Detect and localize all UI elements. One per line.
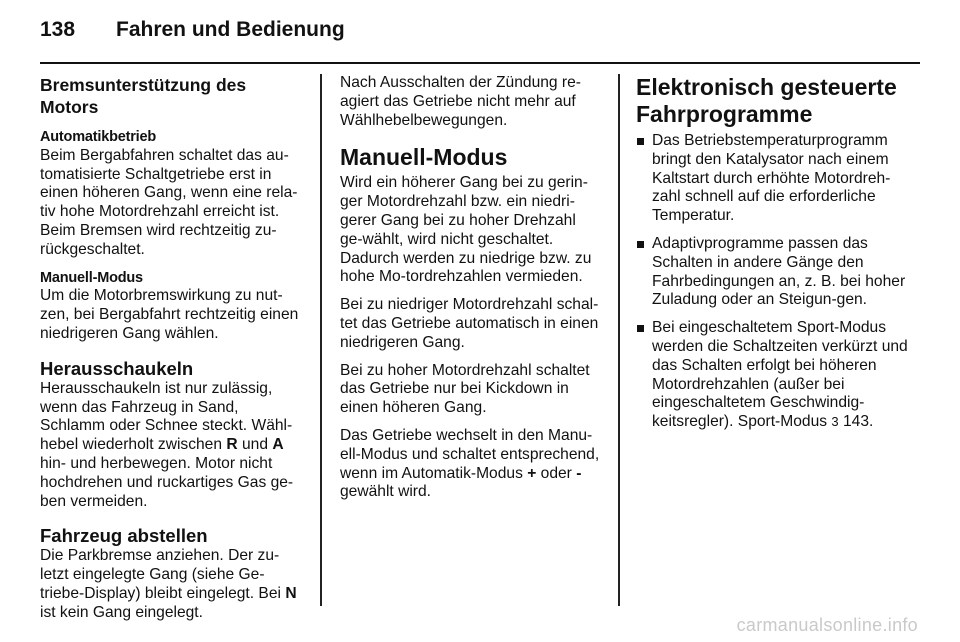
subheading-manual: Manuell-Modus	[40, 269, 143, 286]
plus-symbol: +	[527, 464, 537, 482]
page-title: Fahren und Bedienung	[116, 18, 345, 41]
paragraph-automatic: Beim Bergabfahren schaltet das au-tomatisierte Schaltgetriebe erst in einen höheren Gang, wenn eine rela-tiv hohe Motordrehzahl erreicht ist. Beim Bremsen wird rechtzeitig zu-rückgeschaltet.	[40, 146, 298, 258]
section-heading-drive-programs: Elektronisch gesteuerte Fahrprogramme	[636, 74, 897, 127]
bullet-square-icon	[637, 241, 644, 248]
paragraph-manual-2: Bei zu niedriger Motordrehzahl schal-tet das Getriebe automatisch in einen niedrigeren Gang.	[340, 296, 599, 351]
gear-r-label: R	[226, 436, 238, 454]
page-reference[interactable]: 143.	[838, 413, 874, 431]
list-item: Bei eingeschaltetem Sport-Modus werden die Schaltzeiten verkürzt und das Schalten erfolgt bei höheren Motordrehzahlen (außer bei eingeschaltetem Geschwindig-keitsregler). Sport-Modus 3 143.	[636, 319, 908, 432]
paragraph-ignition-off: Nach Ausschalten der Zündung re-agiert das Getriebe nicht mehr auf Wählhebelbewegungen.	[340, 74, 581, 129]
column-2	[340, 74, 602, 511]
section-heading-rocking: Herausschaukeln	[40, 357, 194, 379]
paragraph-manual-4: Das Getriebe wechselt in den Manu-ell-Modus und schaltet entsprechend, wenn im Automatik-Modus + oder - gewählt wird.	[340, 426, 600, 501]
drive-programs-list	[636, 132, 908, 432]
list-item: Das Betriebstemperaturprogramm bringt den Katalysator nach einem Kaltstart durch erhöhte Motordreh-zahl schnell auf die erforderliche Temperatur.	[636, 132, 908, 226]
header-rule	[40, 62, 920, 64]
paragraph-manual-3: Bei zu hoher Motordrehzahl schaltet das Getriebe nur bei Kickdown in einen höheren Gang.	[340, 361, 590, 417]
column-3	[636, 74, 908, 441]
page-header	[40, 18, 920, 48]
paragraph-manual: Um die Motorbremswirkung zu nut-zen, bei Bergabfahrt rechtzeitig einen niedrigeren Gang wählen.	[40, 287, 299, 342]
column-divider-2	[618, 74, 620, 606]
list-item: Adaptivprogramme passen das Schalten in andere Gänge den Fahrbedingungen an, z. B. bei hoher Zuladung oder an Steigun-gen.	[636, 235, 908, 310]
bullet-square-icon	[637, 325, 644, 332]
bullet-square-icon	[637, 138, 644, 145]
paragraph-manual-1: Wird ein höherer Gang bei zu gerin-ger Motordrehzahl bzw. ein niedri-gerer Gang bei zu hoher Drehzahl ge-wählt, wird nicht geschaltet. Dadurch werden zu niedrige bzw. zu hohe Mo-tordrehzahlen vermieden.	[340, 174, 592, 286]
gear-a-label: A	[272, 436, 284, 454]
section-heading-manual-mode: Manuell-Modus	[340, 144, 508, 171]
section-heading-parking: Fahrzeug abstellen	[40, 525, 208, 547]
watermark: carmanualsonline.info	[736, 615, 918, 635]
minus-symbol: -	[576, 464, 582, 482]
page-reference-arrow-icon: 3	[831, 414, 839, 430]
column-1	[40, 74, 302, 632]
paragraph-rocking: Herausschaukeln ist nur zulässig, wenn das Fahrzeug in Sand, Schlamm oder Schnee steckt. Wähl-hebel wiederholt zwischen R und A hin- und herbewegen. Motor nicht hochdrehen und ruckartiges Gas ge-ben vermeiden.	[40, 379, 294, 510]
subheading-automatic: Automatikbetrieb	[40, 129, 157, 145]
column-divider-1	[320, 74, 322, 606]
gear-n-label: N	[285, 584, 297, 602]
section-heading-engine-braking: Bremsunterstützung des Motors	[40, 75, 247, 117]
page-number: 138	[40, 18, 76, 41]
paragraph-parking: Die Parkbremse anziehen. Der zu-letzt eingelegte Gang (siehe Ge-triebe-Display) bleibt eingelegt. Bei N ist kein Gang eingelegt.	[40, 547, 297, 621]
